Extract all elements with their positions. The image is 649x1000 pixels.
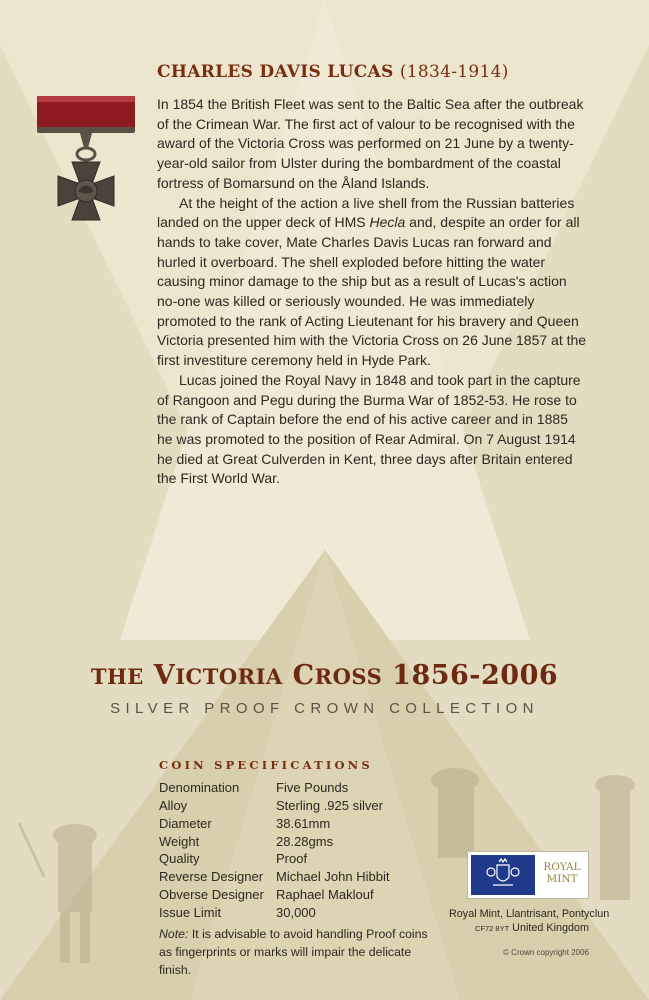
medal-suspension-bar (37, 127, 135, 133)
spec-value: 38.61mm (276, 816, 331, 831)
specifications-heading: COIN SPECIFICATIONS (159, 758, 373, 772)
biography-paragraph-2: At the height of the action a live shell from the Russian batteries landed on the upper deck of HMS Hecla and, despite an order for all hands to take cover, Mate Charles Davis Lucas ran forward and hurled it overboard. The shell exploded before hitting the water causing minor damage to the ship but as a result of Lucas's action no-one was killed or seriously wounded. He was immediately promoted to the rank of Acting Lieutenant for his bravery and Queen Victoria presented him with the Victoria Cross on 26 June 1857 at the first investiture ceremony held in Hyde Park. (157, 194, 587, 369)
spec-label: Issue Limit (159, 905, 222, 920)
mint-country: United Kingdom (512, 922, 589, 934)
spec-label: Quality (159, 851, 200, 866)
collection-subtitle: SILVER PROOF CROWN COLLECTION (110, 700, 539, 717)
spec-value: 28.28gms (276, 834, 334, 849)
spec-row-weight (159, 834, 439, 852)
note-label: Note: (159, 927, 189, 941)
spec-value: Michael John Hibbit (276, 869, 390, 884)
spec-row-alloy (159, 798, 439, 816)
biography-title (157, 62, 509, 82)
royal-crest-icon (471, 855, 535, 895)
spec-label: Denomination (159, 780, 240, 795)
royal-mint-wordmark: ROYAL MINT (543, 861, 581, 885)
collection-years: 1856-2006 (392, 660, 559, 691)
mint-address-line-1: Royal Mint, Llantrisant, Pontyclun (449, 908, 610, 920)
collection-title: THE VICTORIA CROSS 1856-2006 (90, 660, 559, 691)
spec-row-denomination (159, 780, 439, 798)
spec-row-diameter (159, 816, 439, 834)
spec-value: Five Pounds (276, 780, 349, 795)
mint-address-line-2 (449, 922, 589, 934)
spec-value: Raphael Maklouf (276, 887, 374, 902)
note-text: It is advisable to avoid handling Proof coins as fingerprints or marks will impair the delicate finish. (159, 927, 428, 977)
biography-body (157, 95, 587, 489)
biography-paragraph-3: Lucas joined the Royal Navy in 1848 and took part in the capture of Rangoon and Pegu during the Burma War of 1852-53. He rose to the rank of Captain before the end of his active career and in 1885 he was promoted to the position of Rear Admiral. On 7 August 1914 he died at Great Culverden in Kent, three days after Britain entered the First World War. (157, 371, 581, 487)
spec-label: Obverse Designer (159, 887, 264, 902)
spec-label: Weight (159, 834, 200, 849)
biography-name: CHARLES DAVIS LUCAS (157, 62, 394, 82)
spec-value: Sterling .925 silver (276, 798, 383, 813)
spec-label: Diameter (159, 816, 212, 831)
biography-years: (1834-1914) (399, 62, 509, 82)
mint-postcode: CF72 8YT (474, 924, 510, 933)
copyright-notice: © Crown copyright 2006 (503, 948, 589, 957)
biography-paragraph-1: In 1854 the British Fleet was sent to the Baltic Sea after the outbreak of the Crimean War. The first act of valour to be recognised with the award of the Victoria Cross was performed on 21 June by a twenty-year-old sailor from Ulster during the bombardment of the coastal fortress of Bomarsund on the Åland Islands. (157, 96, 584, 191)
victoria-cross-medal (36, 96, 136, 256)
royal-mint-logo (467, 851, 589, 899)
spec-row-issue-limit (159, 905, 439, 923)
handling-note (159, 925, 439, 979)
spec-row-reverse-designer (159, 869, 439, 887)
spec-label: Reverse Designer (159, 869, 264, 884)
ship-name: Hecla (369, 214, 406, 231)
spec-row-obverse-designer (159, 887, 439, 905)
spec-label: Alloy (159, 798, 188, 813)
spec-value: Proof (276, 851, 308, 866)
spec-row-quality (159, 851, 439, 869)
spec-value: 30,000 (276, 905, 316, 920)
